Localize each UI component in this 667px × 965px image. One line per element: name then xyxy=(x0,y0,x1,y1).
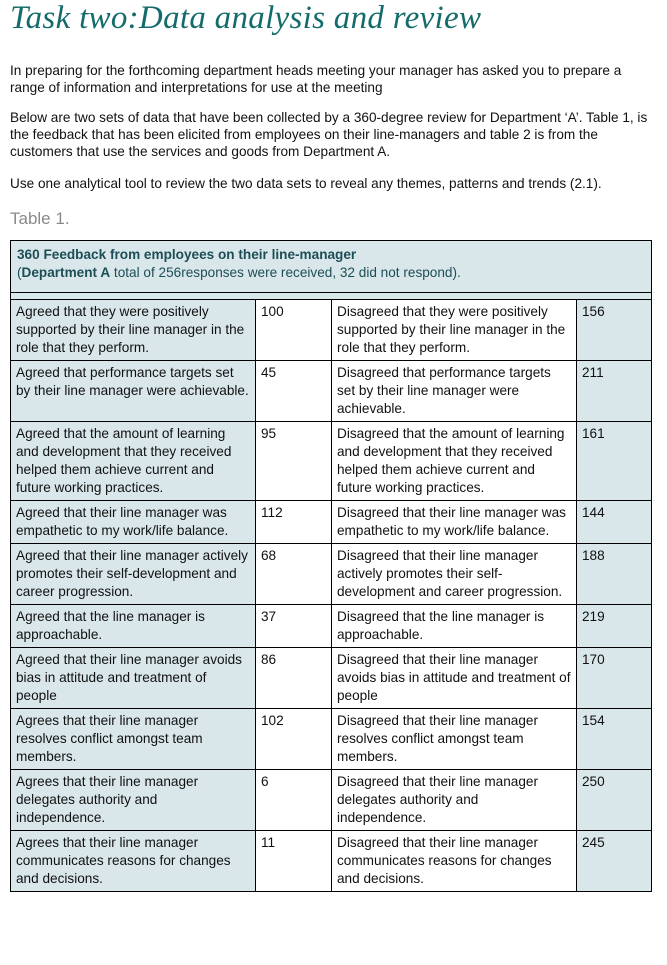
agree-count-cell: 102 xyxy=(256,709,332,770)
disagree-statement-cell: Disagreed that they were positively supported by their line manager in the role that they perform. xyxy=(332,300,577,361)
data-description-paragraph: Below are two sets of data that have been collected by a 360-degree review for Department ‘A’. Table 1, is the feedback that has been elicited from employees on their line-managers and table 2 is from the customers that use the services and goods from Department A. xyxy=(10,110,648,159)
agree-statement-cell: Agreed that the line manager is approachable. xyxy=(11,605,256,648)
table-row xyxy=(11,422,652,501)
agree-statement-cell: Agreed that their line manager avoids bias in attitude and treatment of people xyxy=(11,648,256,709)
table-header-cell xyxy=(11,241,652,293)
table-header-row xyxy=(11,241,652,293)
agree-statement-cell: Agrees that their line manager communicates reasons for changes and decisions. xyxy=(11,831,256,892)
disagree-count-cell: 170 xyxy=(577,648,652,709)
disagree-count-cell: 250 xyxy=(577,770,652,831)
disagree-statement-cell: Disagreed that the line manager is approachable. xyxy=(332,605,577,648)
disagree-statement-cell: Disagreed that their line manager delegates authority and independence. xyxy=(332,770,577,831)
agree-statement-cell: Agreed that the amount of learning and development that they received helped them achieve current and future working practices. xyxy=(11,422,256,501)
agree-statement-cell: Agrees that their line manager resolves conflict amongst team members. xyxy=(11,709,256,770)
feedback-table xyxy=(10,240,652,892)
agree-count-cell: 86 xyxy=(256,648,332,709)
table-row xyxy=(11,709,652,770)
agree-count-cell: 11 xyxy=(256,831,332,892)
agree-count-cell: 37 xyxy=(256,605,332,648)
table-row xyxy=(11,648,652,709)
table-row xyxy=(11,544,652,605)
table-row xyxy=(11,300,652,361)
department-name: Department A xyxy=(21,265,111,280)
disagree-count-cell: 245 xyxy=(577,831,652,892)
table-label: Table 1. xyxy=(10,209,70,228)
table-row xyxy=(11,501,652,544)
disagree-statement-cell: Disagreed that the amount of learning and development that they received helped them achieve current and future working practices. xyxy=(332,422,577,501)
header-sub-rest: total of 256responses were received, 32 did not respond). xyxy=(110,265,461,280)
disagree-count-cell: 144 xyxy=(577,501,652,544)
disagree-statement-cell: Disagreed that performance targets set by their line manager were achievable. xyxy=(332,361,577,422)
disagree-statement-cell: Disagreed that their line manager actively promotes their self-development and career progression. xyxy=(332,544,577,605)
agree-count-cell: 95 xyxy=(256,422,332,501)
agree-count-cell: 112 xyxy=(256,501,332,544)
agree-statement-cell: Agreed that their line manager was empathetic to my work/life balance. xyxy=(11,501,256,544)
table-row xyxy=(11,361,652,422)
agree-count-cell: 100 xyxy=(256,300,332,361)
agree-statement-cell: Agreed that they were positively supported by their line manager in the role that they perform. xyxy=(11,300,256,361)
disagree-count-cell: 211 xyxy=(577,361,652,422)
page-title: Task two:Data analysis and review xyxy=(10,0,482,36)
agree-count-cell: 68 xyxy=(256,544,332,605)
disagree-count-cell: 188 xyxy=(577,544,652,605)
disagree-statement-cell: Disagreed that their line manager resolves conflict amongst team members. xyxy=(332,709,577,770)
table-row xyxy=(11,831,652,892)
disagree-count-cell: 156 xyxy=(577,300,652,361)
disagree-count-cell: 219 xyxy=(577,605,652,648)
agree-statement-cell: Agreed that their line manager actively promotes their self-development and career progression. xyxy=(11,544,256,605)
disagree-statement-cell: Disagreed that their line manager was empathetic to my work/life balance. xyxy=(332,501,577,544)
disagree-count-cell: 154 xyxy=(577,709,652,770)
intro-paragraph: In preparing for the forthcoming department heads meeting your manager has asked you to prepare a range of information and interpretations for use at the meeting xyxy=(10,63,622,95)
disagree-statement-cell: Disagreed that their line manager communicates reasons for changes and decisions. xyxy=(332,831,577,892)
table-header-title: 360 Feedback from employees on their line-manager xyxy=(17,247,357,262)
disagree-statement-cell: Disagreed that their line manager avoids bias in attitude and treatment of people xyxy=(332,648,577,709)
agree-statement-cell: Agrees that their line manager delegates authority and independence. xyxy=(11,770,256,831)
table-spacer xyxy=(11,293,652,300)
table-header-subtitle xyxy=(17,264,645,282)
agree-count-cell: 6 xyxy=(256,770,332,831)
agree-count-cell: 45 xyxy=(256,361,332,422)
agree-statement-cell: Agreed that performance targets set by their line manager were achievable. xyxy=(11,361,256,422)
disagree-count-cell: 161 xyxy=(577,422,652,501)
instruction-paragraph: Use one analytical tool to review the two data sets to reveal any themes, patterns and trends (2.1). xyxy=(10,176,602,191)
header-sub-open: ( xyxy=(17,265,22,280)
table-row xyxy=(11,770,652,831)
table-row xyxy=(11,605,652,648)
